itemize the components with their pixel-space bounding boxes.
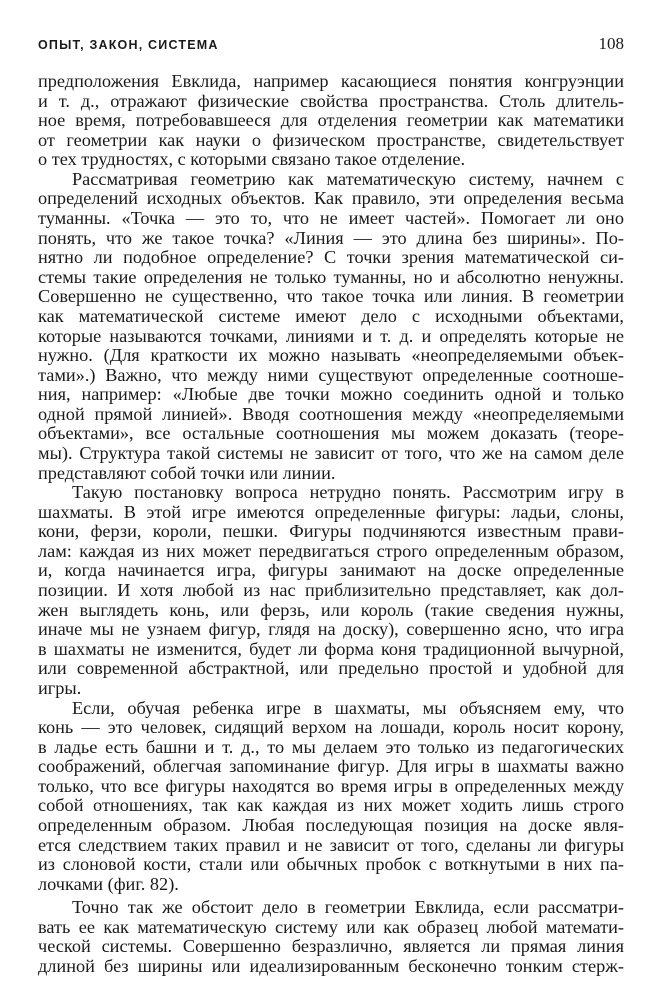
text-line: ется следствием таких правил и не зависит от того, сделаны ли фигуры [38,834,624,855]
paragraph [38,898,624,976]
text-line: предположения Евклида, например касающиеся понятия конгруэнции [38,71,624,91]
text-line: туманны. «Точка — это то, что не имеет частей». Помогает ли оно [38,208,624,229]
text-line: конь — это человек, сидящий верхом на лошади, король носит корону, [38,717,624,738]
text-line: жен выглядеть конь, или ферзь, или король (такие сведения нужны, [38,599,624,620]
text-line: в ладье есть башни и т. д., то мы делаем это только из педагогических [38,736,624,757]
paragraph [38,72,624,170]
page-number: 108 [598,34,624,53]
text-line: или современной абстрактной, или предельно простой и удобной для [38,658,624,679]
text-line: ческой системы. Совершенно безразлично, является ли прямая линия [38,936,624,957]
text-line: стемы такие определения не только туманны, но и абсолютно ненужны. [38,266,624,287]
text-line: только, что все фигуры находятся во время игры в определенных между [38,775,624,796]
text-line: Если, обучая ребенка игре в шахматы, мы объясняем ему, что [72,697,624,718]
text-line: Рассматривая геометрию как математическую систему, начнем с [72,168,624,189]
text-line: из слоновой кости, стали или обычных пробок с воткнутыми в них па- [38,854,624,875]
text-line: соображений, облегчая запоминание фигур. Для игры в шахматы важно [38,756,624,777]
text-line: которые называются точками, линиями и т. д. и определять которые не [38,325,624,346]
running-title: ОПЫТ, ЗАКОН, СИСТЕМА [38,38,219,52]
text-line: понять, что же такое точка? «Линия — это длина без ширины». По- [38,227,624,248]
paragraph [38,699,624,895]
text-line: представляют собой точки или линии. [38,462,336,483]
text-line: ное время, потребовавшееся для отделения геометрии как математики [38,110,624,131]
text-line: объектами», все остальные соотношения мы можем доказать (теоре- [38,423,624,444]
text-line: и т. д., отражают физические свойства пространства. Столь длитель- [38,90,624,111]
text-line: шахматы. В этой игре имеются определенные фигуры: ладьи, слоны, [38,501,624,522]
text-line: нятно ли подобное определение? С точки зрения математической си- [38,247,624,268]
paragraph [38,170,624,483]
text-line: мы). Структура такой системы не зависит от того, что же на самом деле [38,442,624,463]
text-line: длиной без ширины или идеализированным бесконечно тонким стерж- [38,956,624,977]
text-line: лочками (фиг. 82). [38,873,179,894]
text-line: о тех трудностях, с которыми связано такое отделение. [38,149,466,170]
text-line: ния, например: «Любые две точки можно соединить одной и только [38,384,624,405]
page-header [38,34,624,58]
text-line: определенным образом. Любая последующая позиция на доске явля- [38,814,624,835]
text-line: лам: каждая из них может передвигаться строго определенным образом, [38,540,624,561]
text-line: определений исходных объектов. Как правило, эти определения весьма [38,188,624,209]
text-line: в шахматы не изменится, будет ли форма коня традиционной вычурной, [38,638,624,659]
text-line: Совершенно не существенно, что такое точка или линия. В геометрии [38,286,624,307]
text-line: Точно так же обстоит дело в геометрии Евклида, если рассматри- [72,897,624,918]
text-line: одной прямой линией». Вводя соотношения между «неопределяемыми [38,403,624,424]
text-line: игры. [38,677,82,698]
text-line: кони, ферзи, короли, пешки. Фигуры подчиняются известным прави- [38,521,624,542]
text-line: и, когда начинается игра, фигуры занимают на доске определенные [38,560,624,581]
text-line: тами».) Важно, что между ними существуют определенные соотноше- [38,364,624,385]
text-line: от геометрии как науки о физическом пространстве, свидетельствует [38,129,624,150]
paragraph [38,483,624,698]
body-text [38,72,624,977]
text-line: позиции. И хотя любой из нас приблизительно представляет, как дол- [38,580,624,601]
text-line: нужно. (Для краткости их можно называть «неопределяемыми объек- [38,345,624,366]
text-line: вать ее как математическую систему или как образец любой математи- [38,916,624,937]
text-line: как математической системе имеют дело с исходными объектами, [38,305,624,326]
text-line: иначе мы не узнаем фигур, глядя на доску), совершенно ясно, что игра [38,619,624,640]
text-line: собой отношениях, так как каждая из них может ходить лишь строго [38,795,624,816]
text-line: Такую постановку вопроса нетрудно понять. Рассмотрим игру в [72,482,624,503]
